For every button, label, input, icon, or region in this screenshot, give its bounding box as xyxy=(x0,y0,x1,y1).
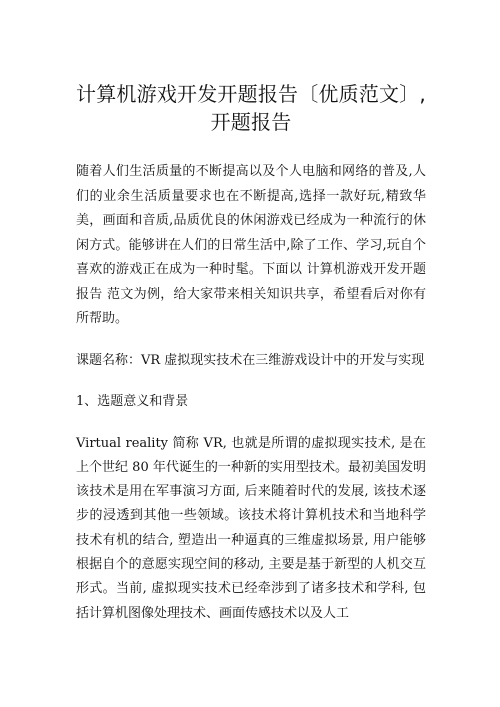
body-paragraph: Virtual reality 简称 VR, 也就是所谓的虚拟现实技术, 是在上个世纪 80 年代诞生的一种新的实用型技术。最初美国发明该技术是用在军事演习方面, 后来随着时代的发展, 该技术逐步的浸透到其他一些领域。该技术将计算机技术和当地科学技术有机的结合, 塑造出一种逼真的三维虚拟场景, 用户能够根据自个的意愿实现空间的移动, 主要是基于新型的人机交互形式。当前, 虚拟现实技术已经牵涉到了诸多技术和学科, 包括计算机图像处理技术、画面传感技术以及人工 xyxy=(76,435,426,621)
topic-paragraph: 课题名称：VR 虚拟现实技术在三维游戏设计中的开发与实现 xyxy=(76,352,425,368)
document-title: 计算机游戏开发开题报告〔优质范文〕,开题报告 xyxy=(76,82,426,134)
section-heading: 1、选题意义和背景 xyxy=(76,394,189,409)
intro-paragraph: 随着人们生活质量的不断提高以及个人电脑和网络的普及,人们的业余生活质量要求也在不断提高,选择一款好玩,精致华美，画面和音质,品质优良的休闲游戏已经成为一种流行的休闲方式。能够讲在人们的日常生活中,除了工作、学习,玩自个喜欢的游戏正在成为一种时髦。下面以 计算机游戏开发开题报告 范文为例，给大家带来相关知识共享，希望看后对你有所帮助。 xyxy=(76,164,426,326)
